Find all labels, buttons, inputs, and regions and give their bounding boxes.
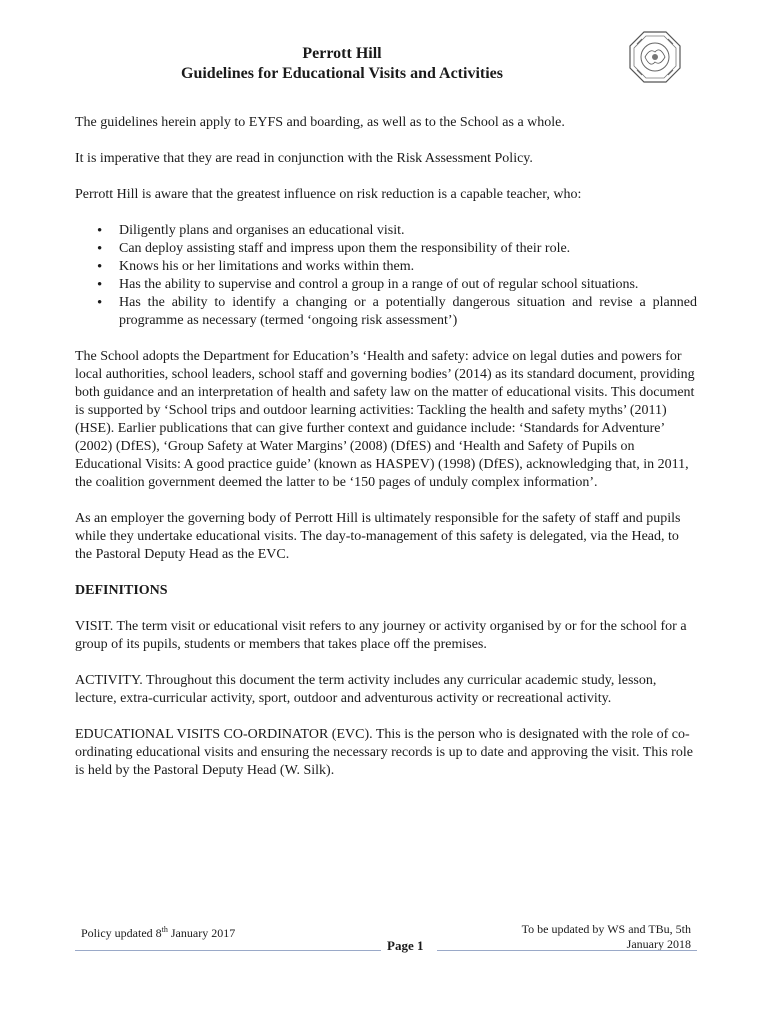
list-item: • Can deploy assisting staff and impress upon them the responsibility of their role. [119,240,697,258]
definition-activity: ACTIVITY. Throughout this document the term activity includes any curricular academic study, lesson, lecture, extra-curricular activity, sport, outdoor and adventurous activity or recreational activity. [75,673,657,706]
document-header [0,44,684,84]
document-body [75,114,697,780]
list-item: • Knows his or her limitations and works within them. [119,258,697,276]
definition-evc: EDUCATIONAL VISITS CO-ORDINATOR (EVC). This is the person who is designated with the role of co-ordinating educational visits and ensuring the necessary records is up to date and approving the visit. This role is held by the Pastoral Deputy Head (W. Silk). [75,727,693,778]
list-item: • Diligently plans and organises an educational visit. [119,222,697,240]
list-item: • Has the ability to identify a changing or a potentially dangerous situation and revise a planned programme as necessary (termed ‘ongoing risk assessment’) [119,294,697,330]
definition-visit: VISIT. The term visit or educational visit refers to any journey or activity organised by or for the school for a group of its pupils, students or members that takes place off the premises. [75,619,687,652]
footer-rule-left [75,950,381,951]
intro-paragraph: The guidelines herein apply to EYFS and boarding, as well as to the School as a whole. [75,115,565,130]
teacher-qualities-list [75,222,697,330]
document-title: Guidelines for Educational Visits and Activities [181,65,503,82]
employer-paragraph: As an employer the governing body of Perrott Hill is ultimately responsible for the safety of staff and pupils while they undertake educational visits. The day-to-management of this safety is delegated, via the Head, to the Pastoral Deputy Head as the EVC. [75,511,681,562]
risk-policy-paragraph: It is imperative that they are read in conjunction with the Risk Assessment Policy. [75,151,533,166]
footer-rule-right [437,950,697,951]
capable-teacher-paragraph: Perrott Hill is aware that the greatest influence on risk reduction is a capable teacher, who: [75,187,582,202]
next-update-note: To be updated by WS and TBu, 5th January 2018 [521,922,691,951]
policy-updated-date: Policy updated 8th January 2017 [81,925,236,940]
school-crest-icon [628,30,682,84]
page-number: Page 1 [387,938,424,953]
school-name-title: Perrott Hill [302,45,382,62]
list-item: • Has the ability to supervise and control a group in a range of out of regular school situations. [119,276,697,294]
dfe-guidance-paragraph: The School adopts the Department for Education’s ‘Health and safety: advice on legal duties and powers for local authorities, school leaders, school staff and governing bodies’ (2014) as its standard document, providing both guidance and an interpretation of health and safety law on the matter of educational visits. This document is supported by ‘School trips and outdoor learning activities: Tackling the health and safety myths’ (2011) (HSE). Earlier publications that can give further context and guidance include: ‘Standards for Adventure’ (2002) (DfES), ‘Group Safety at Water Margins’ (2008) (DfES) and ‘Health and Safety of Pupils on Educational Visits: A good practice guide’ (known as HASPEV) (1998) (DfES), acknowledging that, in 2011, the coalition government deemed the latter to be ‘150 pages of unduly complex information’. [75,349,695,490]
definitions-heading: DEFINITIONS [75,583,168,598]
